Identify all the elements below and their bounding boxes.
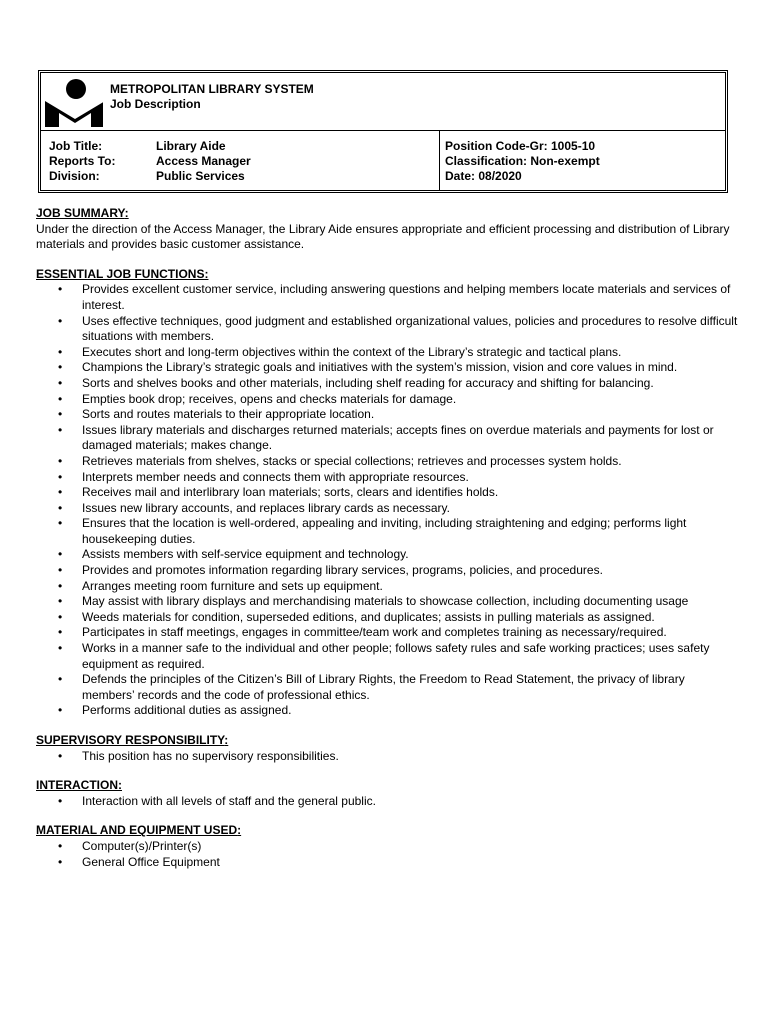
bullet-icon: • — [58, 391, 63, 406]
list-item-text: Empties book drop; receives, opens and checks materials for damage. — [82, 391, 457, 406]
list-item — [36, 485, 740, 501]
bullet-icon: • — [58, 748, 63, 763]
list-item — [36, 594, 740, 610]
header-top-row — [41, 73, 725, 131]
list-item-text: Issues new library accounts, and replaces library cards as necessary. — [82, 500, 450, 515]
job-summary-text: Under the direction of the Access Manager, the Library Aide ensures appropriate and efficient processing and distribution of Library materials and provides basic customer assistance. — [36, 221, 730, 252]
list-item-text: Executes short and long-term objectives within the context of the Library’s strategic and tactical plans. — [82, 344, 622, 359]
list-item — [36, 501, 740, 517]
interaction-heading-text: INTERACTION — [36, 778, 118, 793]
division-label: Division: — [49, 169, 100, 183]
list-item-text: Issues library materials and discharges returned materials; accepts fines on overdue materials and payments for lost or damaged materials; makes change. — [82, 422, 714, 453]
document-body — [36, 206, 740, 870]
equipment-colon: : — [237, 823, 242, 838]
reports-to-label: Reports To: — [49, 154, 116, 168]
bullet-icon: • — [58, 344, 63, 359]
bullet-icon: • — [58, 641, 63, 656]
list-item-text: Ensures that the location is well-ordered, appealing and inviting, including straightening and edging; performs light housekeeping duties. — [82, 516, 687, 546]
supervisory-heading-text: SUPERVISORY RESPONSIBILITY — [36, 733, 225, 747]
header-box — [40, 72, 726, 191]
list-item-text: Assists members with self-service equipment and technology. — [82, 547, 409, 562]
equipment-list — [36, 839, 740, 870]
bullet-icon: • — [58, 609, 63, 624]
job-summary-heading — [36, 206, 740, 222]
doc-type: Job Description — [110, 97, 201, 111]
list-item — [36, 454, 740, 470]
bullet-icon: • — [58, 469, 63, 484]
interaction-list — [36, 794, 740, 810]
list-item-text: Weeds materials for condition, superseded editions, and duplicates; assists in pulling materials as assigned. — [82, 609, 655, 624]
bullet-icon: • — [58, 594, 63, 609]
reports-to-value: Access Manager — [156, 154, 251, 168]
equipment-heading-text: MATERIAL AND EQUIPMENT USED — [36, 823, 238, 838]
division-value: Public Services — [156, 169, 245, 183]
bullet-icon: • — [58, 672, 63, 687]
bullet-icon: • — [58, 485, 63, 500]
essential-functions-heading-text: ESSENTIAL JOB FUNCTIONS — [36, 266, 205, 281]
list-item-text: Participates in staff meetings, engages in committee/team work and completes training as necessary/required. — [82, 625, 667, 640]
list-item-text: Provides excellent customer service, including answering questions and helping members locate materials and services of interest. — [82, 282, 731, 312]
interaction-section — [36, 778, 740, 809]
supervisory-heading — [36, 733, 740, 749]
position-code: Position Code-Gr: 1005-10 — [445, 139, 596, 153]
interaction-colon: : — [118, 778, 122, 793]
supervisory-colon: : — [224, 733, 229, 747]
bullet-icon: • — [58, 375, 63, 390]
list-item-text: Sorts and routes materials to their appropriate location. — [82, 407, 375, 422]
list-item-text: Interaction with all levels of staff and the general public. — [82, 793, 376, 808]
bullet-icon: • — [58, 407, 63, 422]
org-block — [110, 82, 314, 112]
list-item — [36, 641, 740, 672]
list-item-text: Arranges meeting room furniture and sets up equipment. — [82, 578, 383, 593]
bullet-icon: • — [58, 703, 63, 718]
list-item-text: Computer(s)/Printer(s) — [82, 838, 202, 853]
classification: Classification: Non-exempt — [445, 154, 600, 168]
list-item — [36, 839, 740, 855]
job-summary-section — [36, 206, 740, 253]
supervisory-section — [36, 733, 740, 764]
bullet-icon: • — [58, 838, 63, 853]
org-name: METROPOLITAN LIBRARY SYSTEM — [110, 82, 314, 96]
equipment-section — [36, 823, 740, 870]
job-summary-heading-text: JOB SUMMARY — [36, 206, 125, 220]
list-item-text: May assist with library displays and merchandising materials to showcase collection, including documenting usage — [82, 594, 689, 609]
detail-values — [156, 139, 251, 184]
list-item-text: This position has no supervisory responsibilities. — [82, 748, 339, 763]
list-item — [36, 547, 740, 563]
list-item — [36, 376, 740, 392]
essential-functions-section — [36, 267, 740, 719]
supervisory-list — [36, 749, 740, 765]
bullet-icon: • — [58, 516, 63, 531]
bullet-icon: • — [58, 854, 63, 869]
list-item — [36, 516, 740, 547]
list-item — [36, 392, 740, 408]
list-item-text: Receives mail and interlibrary loan materials; sorts, clears and identifies holds. — [82, 485, 499, 500]
header-divider — [439, 131, 440, 190]
detail-labels — [49, 139, 115, 184]
bullet-icon: • — [58, 547, 63, 562]
list-item-text: Provides and promotes information regarding library services, programs, policies, and procedures. — [82, 563, 603, 578]
list-item — [36, 360, 740, 376]
essential-functions-colon: : — [204, 266, 209, 281]
bullet-icon: • — [58, 578, 63, 593]
list-item — [36, 672, 740, 703]
list-item — [36, 703, 740, 719]
bullet-icon: • — [58, 422, 63, 437]
list-item — [36, 470, 740, 486]
list-item-text: Performs additional duties as assigned. — [82, 703, 292, 718]
bullet-icon: • — [58, 453, 63, 468]
list-item-text: General Office Equipment — [82, 854, 220, 869]
list-item — [36, 407, 740, 423]
bullet-icon: • — [58, 793, 63, 808]
list-item — [36, 794, 740, 810]
list-item — [36, 625, 740, 641]
list-item-text: Champions the Library’s strategic goals and initiatives with the system’s mission, vision and core values in mind. — [82, 360, 678, 375]
list-item-text: Defends the principles of the Citizen’s Bill of Library Rights, the Freedom to Read Statement, the privacy of library members’ records and the code of professional ethics. — [82, 672, 685, 702]
bullet-icon: • — [58, 563, 63, 578]
bullet-icon: • — [58, 282, 63, 297]
list-item-text: Uses effective techniques, good judgment and established organizational values, policies and procedures to resolve difficult situations with members. — [82, 313, 738, 344]
list-item-text: Sorts and shelves books and other materials, including shelf reading for accuracy and shifting for balancing. — [82, 375, 654, 390]
essential-functions-list — [36, 282, 740, 719]
list-item — [36, 749, 740, 765]
bullet-icon: • — [58, 313, 63, 328]
bullet-icon: • — [58, 500, 63, 515]
list-item-text: Retrieves materials from shelves, stacks or special collections; retrieves and processes system holds. — [82, 453, 622, 468]
essential-functions-heading — [36, 267, 740, 283]
list-item — [36, 563, 740, 579]
bullet-icon: • — [58, 360, 63, 375]
list-item — [36, 855, 740, 871]
job-title-value: Library Aide — [156, 139, 226, 153]
list-item — [36, 282, 740, 313]
list-item — [36, 423, 740, 454]
position-details — [445, 139, 600, 184]
revision-date: Date: 08/2020 — [445, 169, 522, 183]
bullet-icon: • — [58, 625, 63, 640]
list-item — [36, 345, 740, 361]
list-item — [36, 579, 740, 595]
list-item — [36, 610, 740, 626]
job-title-label: Job Title: — [49, 139, 103, 153]
list-item-text: Interprets member needs and connects them with appropriate resources. — [82, 469, 469, 484]
job-summary-colon: : — [124, 206, 129, 220]
library-logo-icon — [43, 79, 103, 127]
header-details-row — [41, 131, 725, 190]
list-item-text: Works in a manner safe to the individual and other people; follows safety rules and safe working practices; uses safety equipment as required. — [82, 641, 710, 671]
interaction-heading — [36, 778, 740, 794]
list-item — [36, 314, 740, 345]
equipment-heading — [36, 823, 740, 839]
